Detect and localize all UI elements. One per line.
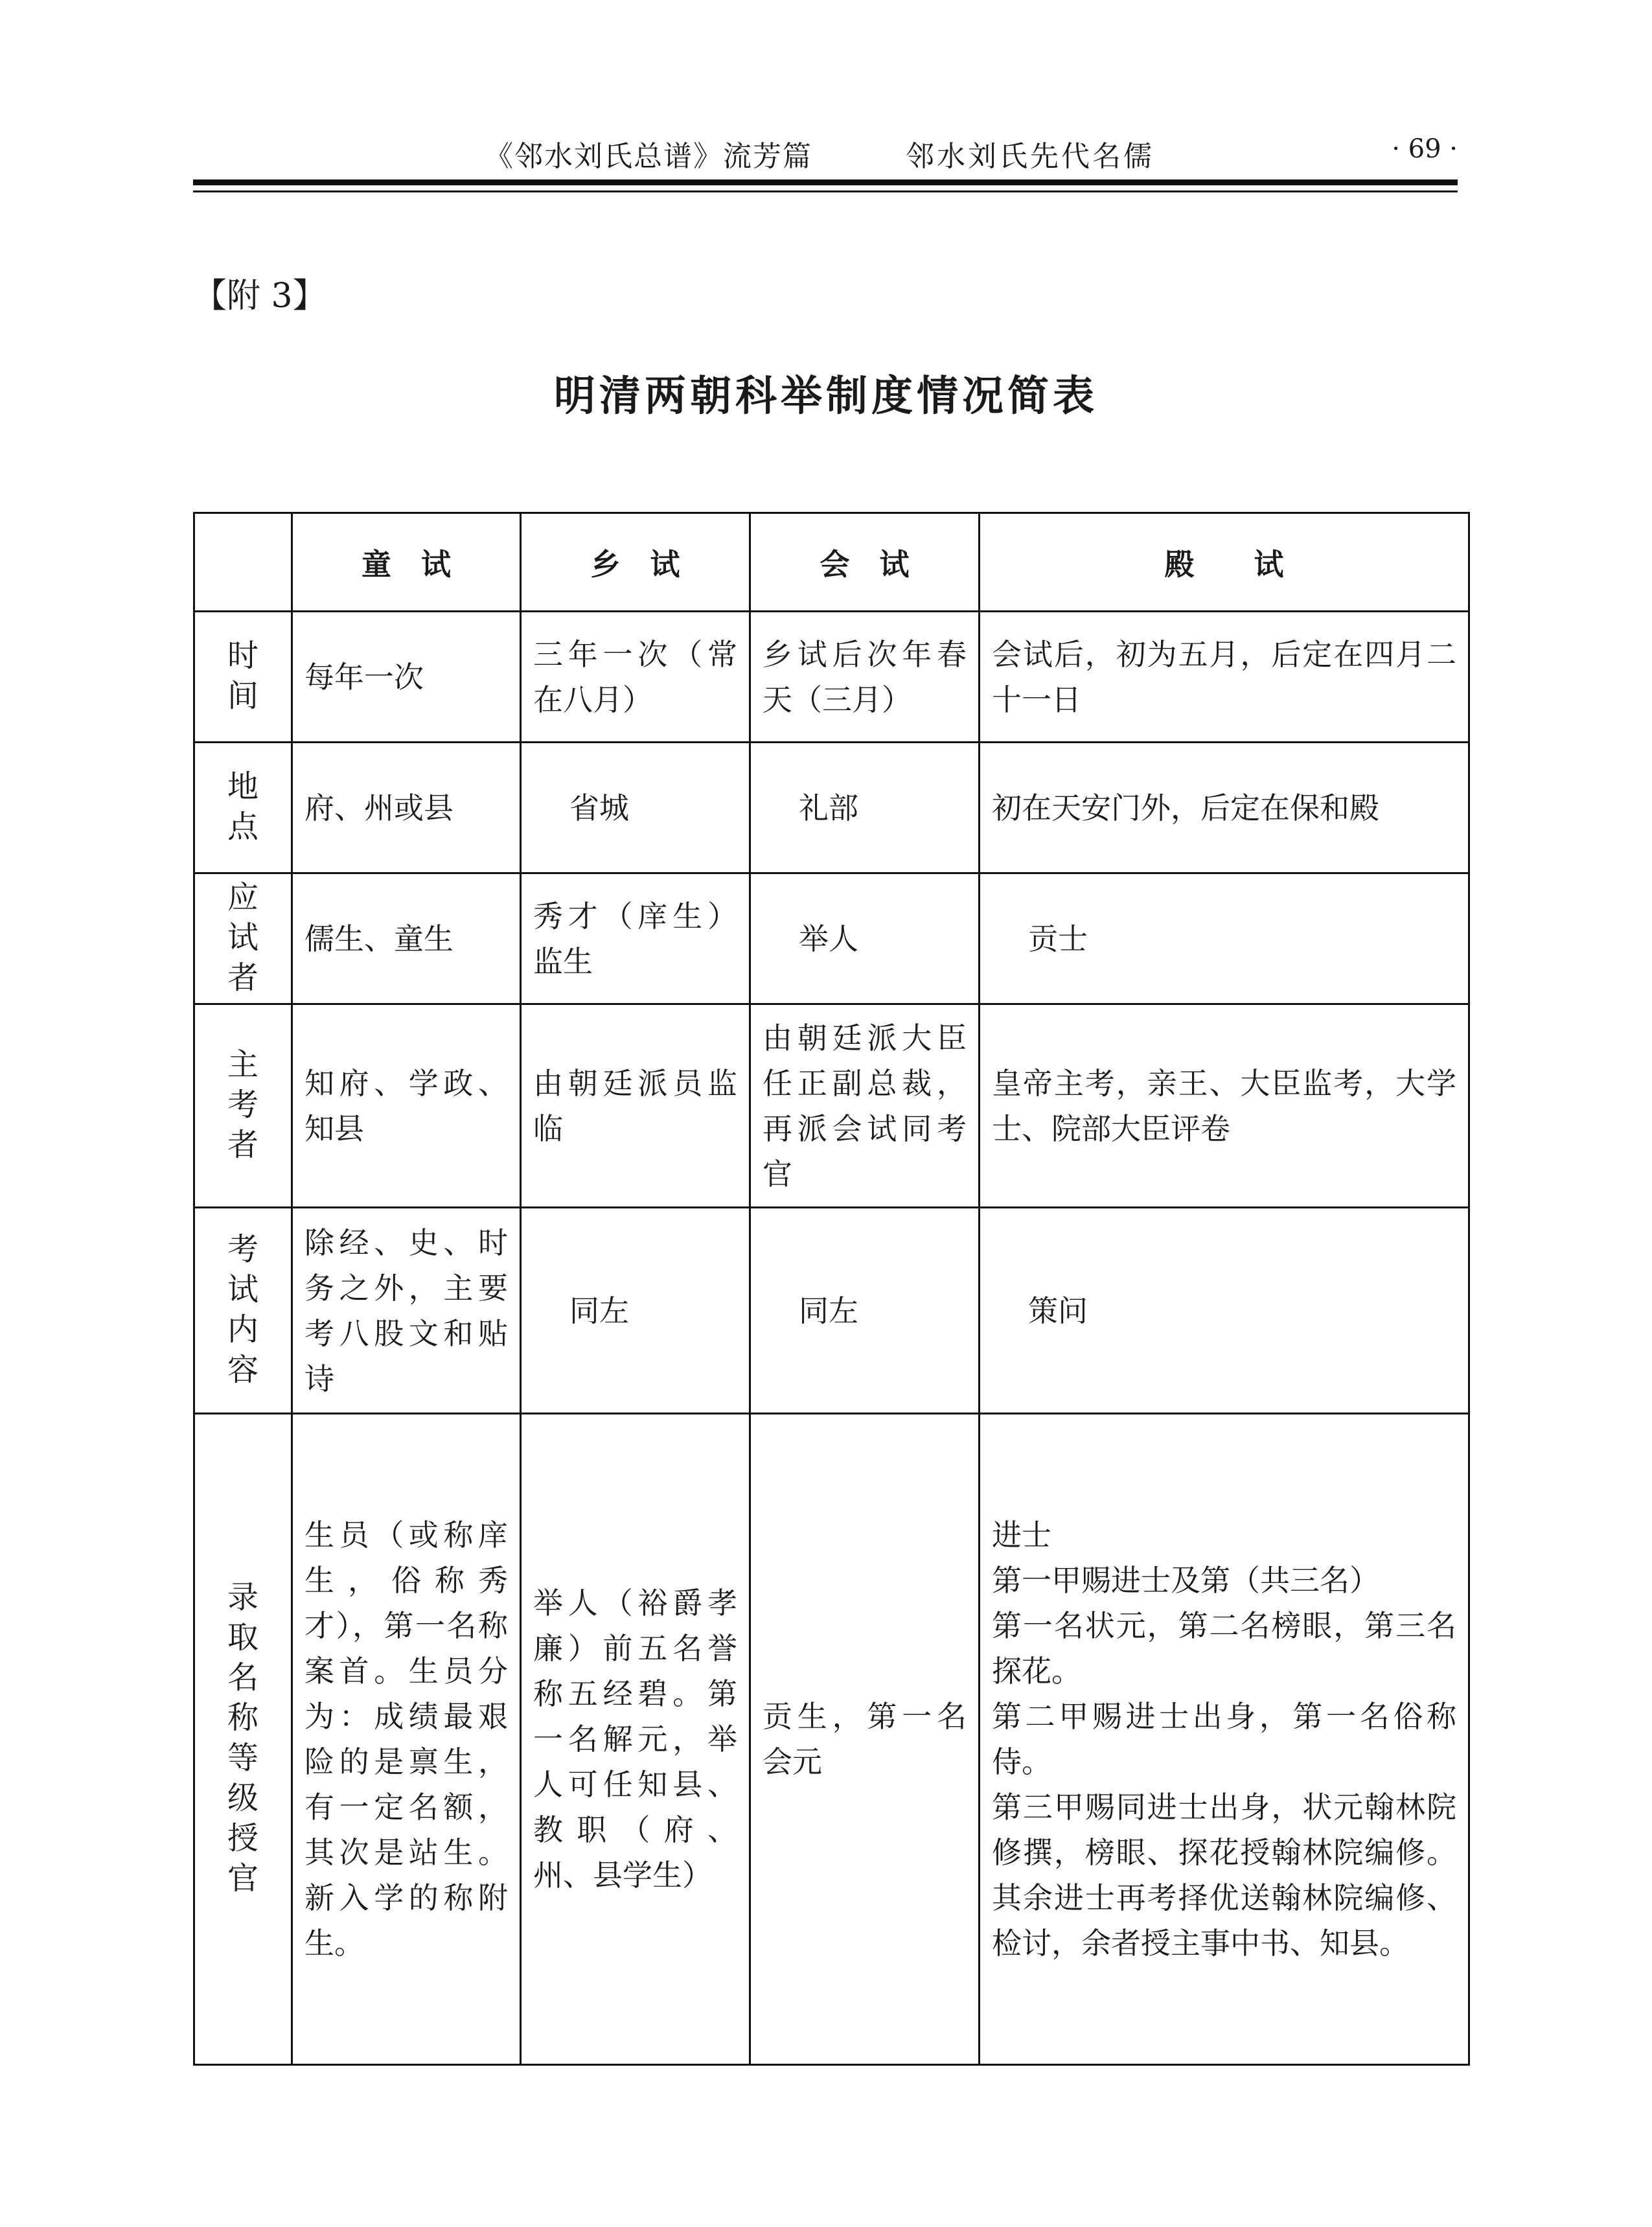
cell-examiner-tongshi: 知府、学政、知县 [292, 1004, 521, 1208]
page-number: · 69 · [1392, 134, 1458, 164]
cell-examiner-huishi: 由朝廷派大臣任正副总裁，再派会试同考官 [750, 1004, 980, 1208]
exam-system-table [193, 512, 1470, 2066]
cell-candidates-dianshi: 贡士 [980, 873, 1469, 1004]
table-row-place [194, 743, 1469, 873]
cell-examiner-xiangshi: 由朝廷派员监临 [521, 1004, 750, 1208]
ranks-dianshi-line: 第一名状元，第二名榜眼，第三名探花。 [992, 1608, 1456, 1689]
cell-place-dianshi: 初在天安门外，后定在保和殿 [980, 743, 1469, 873]
table-row-ranks [194, 1414, 1469, 2065]
row-label-place: 地点 [227, 768, 258, 845]
cell-place-huishi: 礼部 [750, 743, 980, 873]
table-row-examiner [194, 1004, 1469, 1208]
cell-candidates-huishi: 举人 [750, 873, 980, 1004]
row-label-time: 时间 [227, 637, 258, 714]
column-header-dianshi: 殿 试 [980, 513, 1469, 612]
cell-content-huishi: 同左 [750, 1208, 980, 1414]
cell-candidates-tongshi: 儒生、童生 [292, 873, 521, 1004]
row-label-examiner: 主考者 [227, 1046, 258, 1163]
column-header-huishi: 会 试 [750, 513, 980, 612]
cell-time-dianshi: 会试后，初为五月，后定在四月二十一日 [980, 612, 1469, 743]
appendix-label: 【附 3】 [193, 277, 327, 316]
book-title: 《邻水刘氏总谱》流芳篇 [485, 140, 812, 173]
table-row-time [194, 612, 1469, 743]
table-row-content [194, 1208, 1469, 1414]
column-header-tongshi: 童 试 [292, 513, 521, 612]
page-header [193, 133, 1458, 178]
cell-time-xiangshi: 三年一次（常在八月） [521, 612, 750, 743]
cell-content-dianshi: 策问 [980, 1208, 1469, 1414]
cell-ranks-xiangshi: 举人（裕爵孝廉）前五名誉称五经碧。第一名解元，举人可任知县、教职（府、州、县学生） [521, 1414, 750, 2065]
cell-time-tongshi: 每年一次 [292, 612, 521, 743]
cell-place-xiangshi: 省城 [521, 743, 750, 873]
cell-examiner-dianshi: 皇帝主考，亲王、大臣监考，大学士、院部大臣评卷 [980, 1004, 1469, 1208]
cell-ranks-tongshi: 生员（或称庠生，俗称秀才），第一名称案首。生员分为：成绩最艰险的是禀生，有一定名额，其次是站生。新入学的称附生。 [292, 1414, 521, 2065]
cell-candidates-xiangshi: 秀才（庠生）监生 [521, 873, 750, 1004]
header-rule-thin [193, 190, 1458, 192]
ranks-dianshi-line: 进士 [992, 1517, 1051, 1552]
row-label-ranks: 录取名称等级授官 [227, 1579, 258, 1897]
cell-ranks-dianshi [980, 1414, 1469, 2065]
table-header-row [194, 513, 1469, 612]
row-label-content: 考试内容 [227, 1230, 258, 1388]
cell-place-tongshi: 府、州或县 [292, 743, 521, 873]
table-row-candidates [194, 873, 1469, 1004]
cell-content-tongshi: 除经、史、时务之外，主要考八股文和贴诗 [292, 1208, 521, 1414]
cell-ranks-huishi: 贡生，第一名会元 [750, 1414, 980, 2065]
ranks-dianshi-line: 第一甲赐进士及第（共三名） [992, 1563, 1379, 1598]
ranks-dianshi-line: 第二甲赐进士出身，第一名俗称侍。 [992, 1699, 1456, 1779]
header-rule-thick [193, 179, 1458, 185]
document-title: 明清两朝科举制度情况简表 [554, 373, 1098, 421]
cell-content-xiangshi: 同左 [521, 1208, 750, 1414]
row-label-candidates: 应试者 [227, 879, 258, 996]
corner-cell [194, 513, 292, 612]
cell-time-huishi: 乡试后次年春天（三月） [750, 612, 980, 743]
ranks-dianshi-line: 第三甲赐同进士出身，状元翰林院修撰，榜眼、探花授翰林院编修。其余进士再考择优送翰林院编修、检讨，余者授主事中书、知县。 [992, 1790, 1456, 1961]
section-title: 邻水刘氏先代名儒 [906, 140, 1154, 173]
column-header-xiangshi: 乡 试 [521, 513, 750, 612]
